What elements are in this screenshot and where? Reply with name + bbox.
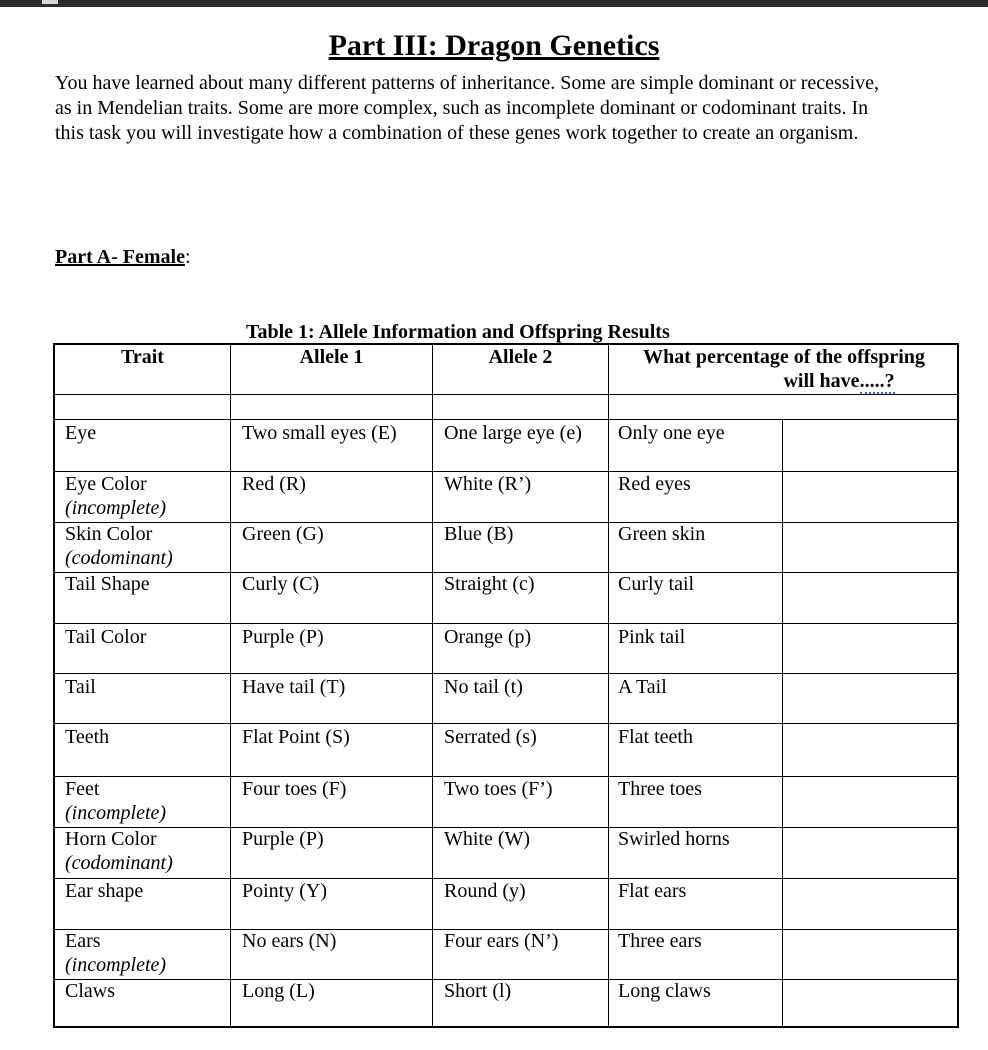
percentage-input[interactable]: [784, 674, 959, 722]
table-row-trait: [65, 625, 146, 649]
percentage-input[interactable]: [784, 777, 959, 826]
percentage-input[interactable]: [784, 724, 959, 775]
table-row-trait: [65, 929, 166, 977]
allele-2-cell: Two toes (F’): [444, 778, 553, 800]
allele-2-cell: No tail (t): [444, 676, 523, 698]
allele-1-cell: Flat Point (S): [242, 726, 350, 748]
trait-note: (codominant): [65, 547, 173, 569]
percentage-input[interactable]: [784, 472, 959, 521]
header-trait: Trait: [121, 346, 164, 368]
allele-2-cell: Blue (B): [444, 523, 514, 545]
trait-name: Tail Shape: [65, 573, 150, 595]
result-cell: Curly tail: [618, 573, 695, 595]
allele-2-cell: Orange (p): [444, 626, 532, 648]
table-row-trait: [65, 522, 173, 570]
allele-1-cell: Purple (P): [242, 828, 324, 850]
allele-2-cell: Four ears (N’): [444, 930, 559, 952]
trait-name: Horn Color: [65, 828, 157, 850]
table-row-trait: [65, 572, 150, 596]
trait-name: Ears: [65, 930, 101, 952]
result-cell: Pink tail: [618, 626, 686, 648]
allele-1-cell: Green (G): [242, 523, 324, 545]
percentage-input[interactable]: [784, 930, 959, 978]
trait-name: Claws: [65, 980, 115, 1002]
percentage-input[interactable]: [784, 573, 959, 622]
trait-name: Skin Color: [65, 523, 153, 545]
allele-2-cell: Round (y): [444, 880, 526, 902]
result-cell: Red eyes: [618, 473, 691, 495]
table-row-trait: [65, 879, 143, 903]
trait-name: Ear shape: [65, 880, 144, 902]
top-bar-tab: [42, 0, 58, 4]
allele-1-cell: No ears (N): [242, 930, 337, 952]
trait-note: (incomplete): [65, 497, 167, 519]
allele-2-cell: Straight (c): [444, 573, 535, 595]
header-allele-1: Allele 1: [299, 346, 364, 368]
allele-1-cell: Long (L): [242, 980, 315, 1002]
trait-name: Tail: [65, 676, 96, 698]
table-row-trait: [65, 472, 166, 520]
percentage-input[interactable]: [784, 828, 959, 877]
header-percentage-tail: .....?: [859, 370, 895, 392]
trait-name: Feet: [65, 778, 100, 800]
table-caption: Table 1: Allele Information and Offspring Results: [246, 321, 670, 343]
result-cell: A Tail: [618, 676, 667, 698]
trait-name: Tail Color: [65, 626, 147, 648]
trait-name: Eye Color: [65, 473, 147, 495]
result-cell: Flat teeth: [618, 726, 693, 748]
allele-2-cell: Short (l): [444, 980, 512, 1002]
header-percentage-line2-wrap: [609, 369, 959, 393]
table-row-trait: [65, 421, 96, 445]
percentage-input[interactable]: [784, 980, 959, 1028]
header-percentage-line2: will have: [783, 370, 860, 392]
allele-1-cell: Four toes (F): [242, 778, 347, 800]
allele-1-cell: Purple (P): [242, 626, 324, 648]
table-row-trait: [65, 827, 173, 875]
row-divider: [55, 394, 957, 395]
allele-1-cell: Curly (C): [242, 573, 320, 595]
table-row-trait: [65, 725, 109, 749]
part-label-text: Part A- Female: [55, 246, 185, 268]
result-cell: Three ears: [618, 930, 702, 952]
percentage-input[interactable]: [784, 624, 959, 672]
percentage-input[interactable]: [784, 420, 959, 470]
table-row-trait: [65, 777, 166, 825]
header-allele-2: Allele 2: [488, 346, 553, 368]
header-percentage: [609, 345, 959, 393]
col-divider: [230, 345, 231, 1028]
allele-table: [53, 343, 959, 1028]
percentage-input[interactable]: [784, 879, 959, 928]
trait-name: Eye: [65, 422, 97, 444]
result-cell: Long claws: [618, 980, 711, 1002]
col-divider: [608, 345, 609, 1028]
table-row-trait: [65, 675, 96, 699]
part-label: [55, 245, 191, 270]
allele-2-cell: One large eye (e): [444, 422, 582, 444]
table-row-trait: [65, 979, 115, 1003]
trait-name: Teeth: [65, 726, 110, 748]
allele-2-cell: White (R’): [444, 473, 532, 495]
allele-2-cell: White (W): [444, 828, 531, 850]
result-cell: Green skin: [618, 523, 706, 545]
trait-note: (incomplete): [65, 802, 167, 824]
part-label-colon: :: [184, 246, 191, 268]
header-percentage-line1: What percentage of the offspring: [643, 346, 925, 368]
result-cell: Flat ears: [618, 880, 687, 902]
trait-note: (codominant): [65, 852, 173, 874]
col-divider: [432, 345, 433, 1028]
result-cell: Only one eye: [618, 422, 725, 444]
page-title: Part III: Dragon Genetics: [328, 29, 660, 62]
trait-note: (incomplete): [65, 954, 167, 976]
allele-1-cell: Two small eyes (E): [242, 422, 397, 444]
allele-1-cell: Red (R): [242, 473, 306, 495]
allele-1-cell: Pointy (Y): [242, 880, 327, 902]
percentage-input[interactable]: [784, 523, 959, 571]
result-cell: Swirled horns: [618, 828, 730, 850]
allele-2-cell: Serrated (s): [444, 726, 537, 748]
allele-1-cell: Have tail (T): [242, 676, 346, 698]
window-top-bar: [0, 0, 988, 7]
result-cell: Three toes: [618, 778, 702, 800]
intro-paragraph: You have learned about many different patterns of inheritance. Some are simple dominant or recessive, as in Mendelian traits. Some are more complex, such as incomplete dominant or codominant traits. In this task you will investigate how a combination of these genes work together to create an organism.: [55, 72, 880, 144]
